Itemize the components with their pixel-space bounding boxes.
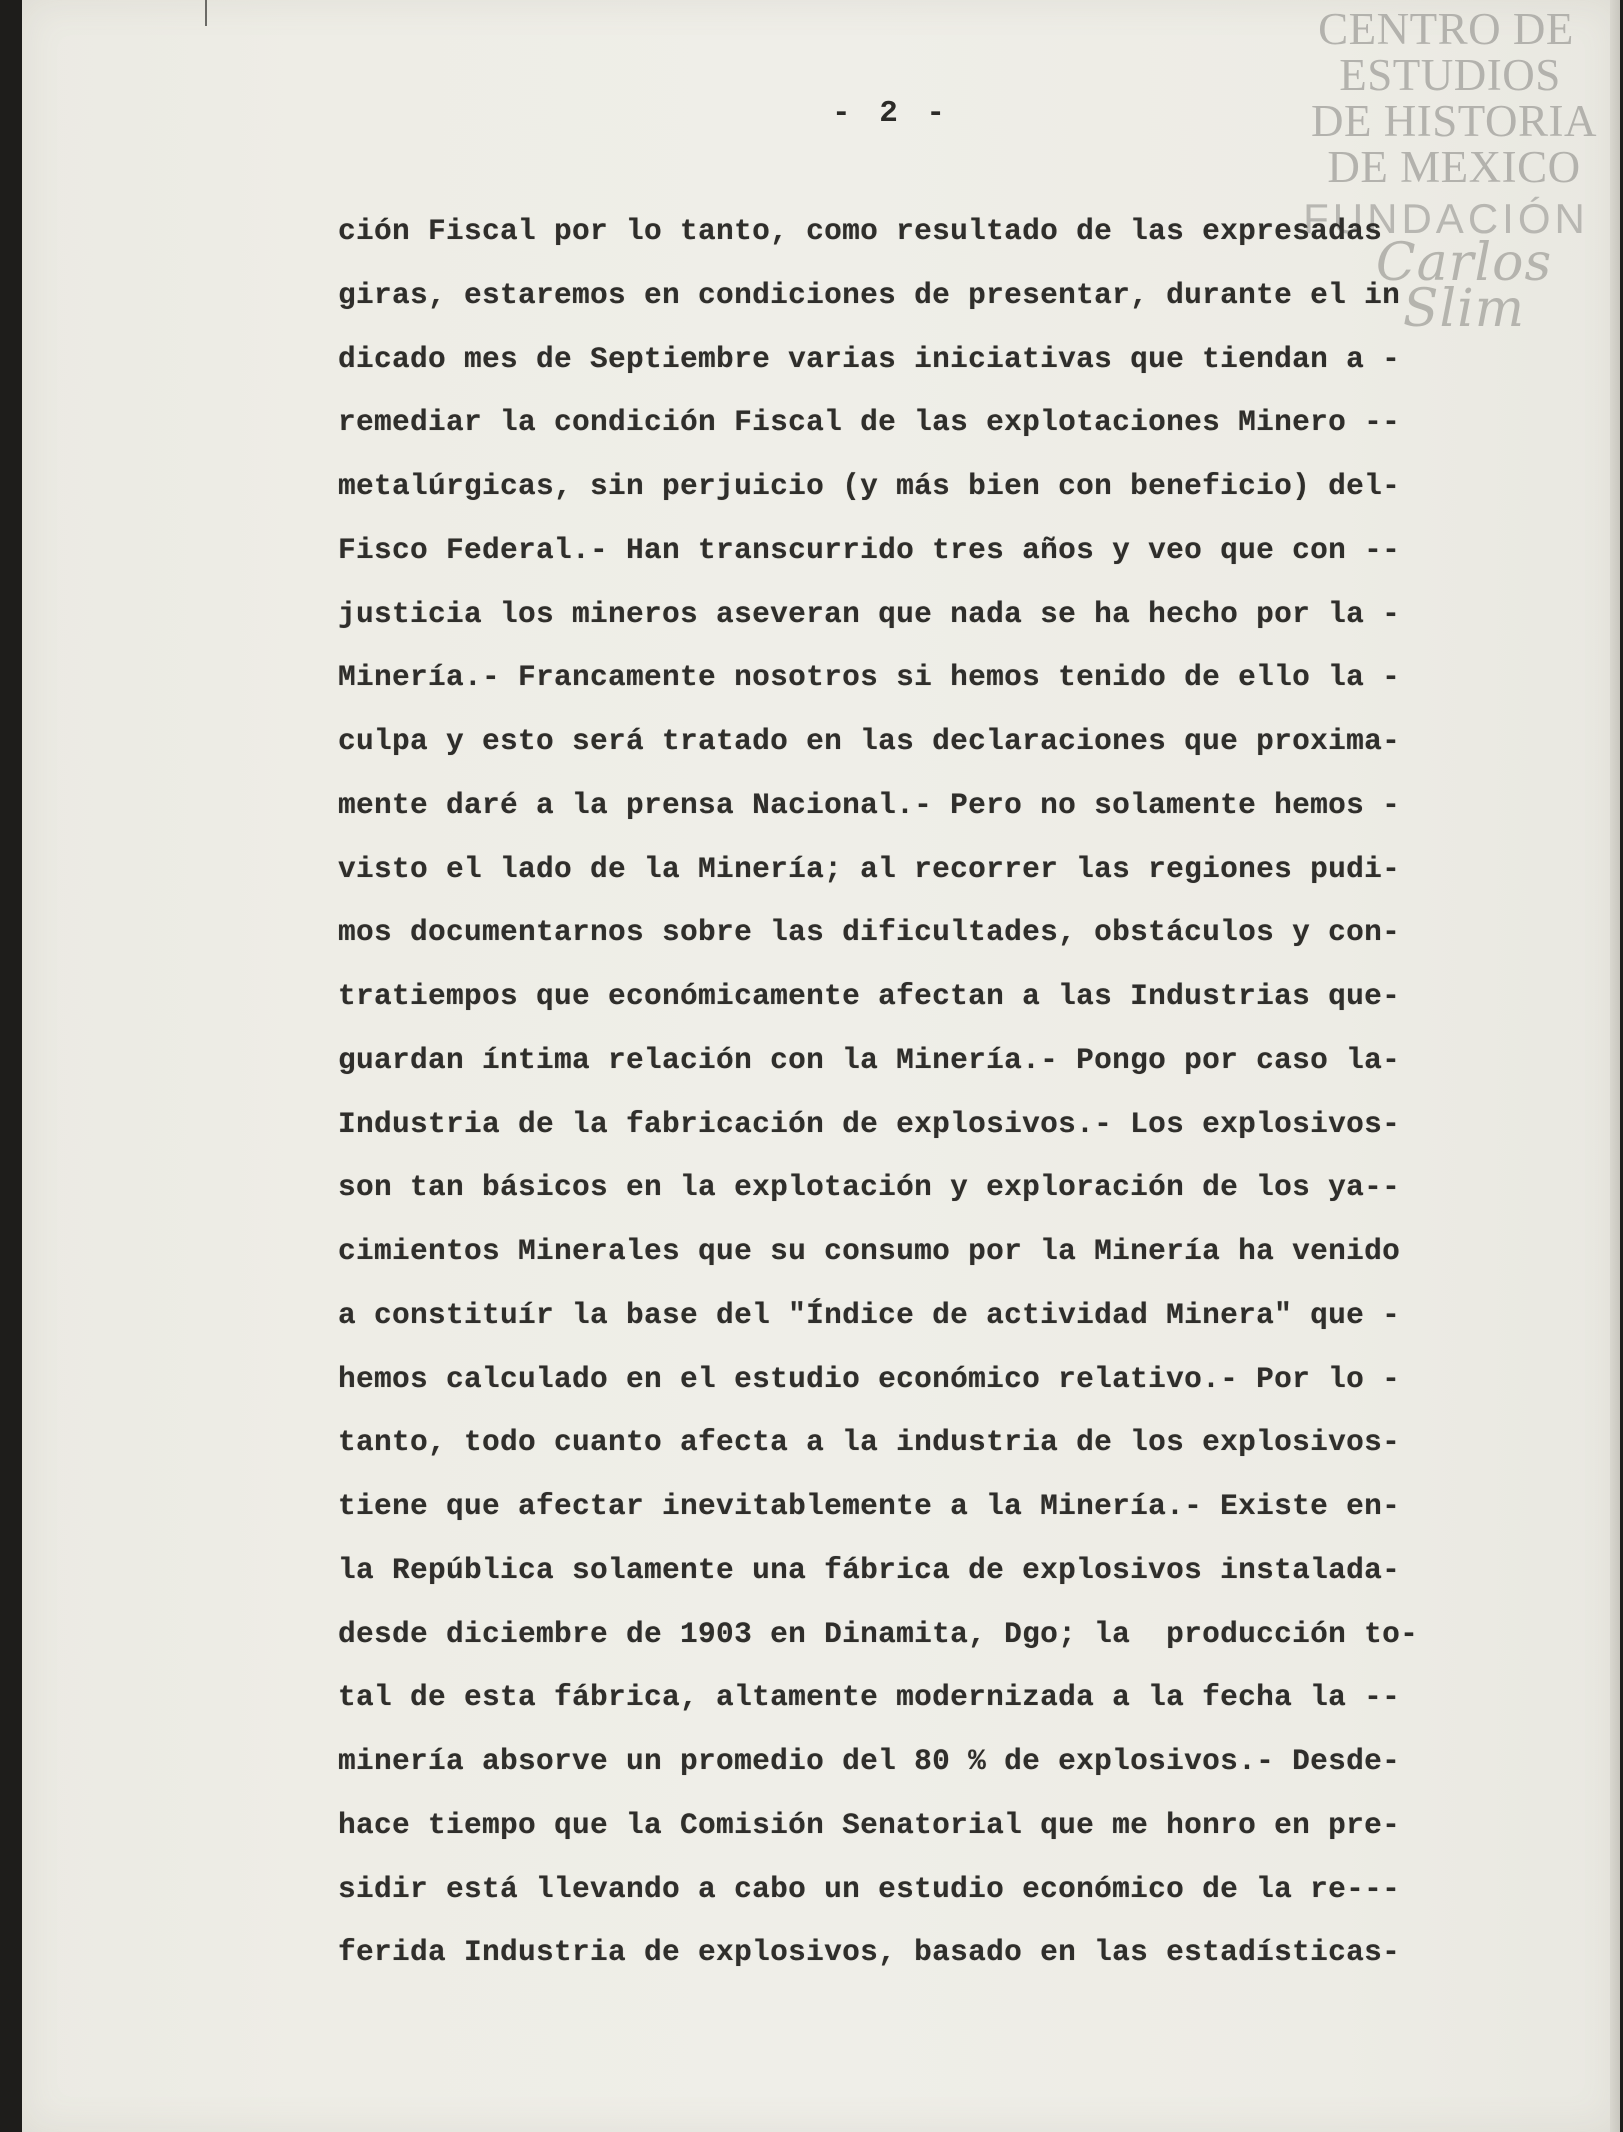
text-line: dicado mes de Septiembre varias iniciativas que tiendan a - xyxy=(338,341,1401,376)
watermark-line: CENTRO DE xyxy=(1318,4,1574,54)
text-line: tal de esta fábrica, altamente modernizada a la fecha la -- xyxy=(338,1680,1401,1715)
text-line: ción Fiscal por lo tanto, como resultado de las expresadas xyxy=(338,214,1383,248)
text-line: son tan básicos en la explotación y exploración de los ya-- xyxy=(338,1170,1401,1205)
text-line: tanto, todo cuanto afecta a la industria de los explosivos- xyxy=(338,1425,1401,1460)
text-line: minería absorve un promedio del 80 % de explosivos.- Desde- xyxy=(338,1744,1401,1778)
text-line: desde diciembre de 1903 en Dinamita, Dgo; la producción to- xyxy=(338,1616,1419,1651)
text-line: justicia los mineros aseveran que nada se ha hecho por la - xyxy=(338,596,1401,631)
text-line: la República solamente una fábrica de explosivos instalada- xyxy=(338,1552,1401,1587)
text-line: remediar la condición Fiscal de las explotaciones Minero -- xyxy=(338,405,1401,440)
page-edge xyxy=(1610,0,1620,2132)
text-line: Fisco Federal.- Han transcurrido tres años y veo que con -- xyxy=(338,532,1401,567)
typewritten-body xyxy=(338,200,1478,1985)
text-line: hemos calculado en el estudio económico relativo.- Por lo - xyxy=(338,1361,1401,1396)
text-line: metalúrgicas, sin perjuicio (y más bien con beneficio) del- xyxy=(338,469,1401,503)
text-line: Industria de la fabricación de explosivos.- Los explosivos- xyxy=(338,1106,1401,1141)
text-line: guardan íntima relación con la Minería.- Pongo por caso la- xyxy=(338,1042,1401,1077)
scan-corner-mark xyxy=(205,0,207,26)
watermark-line: DE HISTORIA xyxy=(1311,96,1597,146)
text-line: mos documentarnos sobre las dificultades, obstáculos y con- xyxy=(338,915,1401,950)
text-line: hace tiempo que la Comisión Senatorial que me honro en pre- xyxy=(338,1807,1401,1842)
text-line: culpa y esto será tratado en las declaraciones que proxima- xyxy=(338,724,1401,758)
text-line: a constituír la base del "Índice de actividad Minera" que - xyxy=(338,1297,1401,1332)
watermark-fundacion: FUNDACIÓN xyxy=(1303,195,1589,242)
text-line: visto el lado de la Minería; al recorrer las regiones pudi- xyxy=(338,851,1401,886)
watermark-line: ESTUDIOS xyxy=(1339,50,1561,100)
text-line: tratiempos que económicamente afectan a las Industrias que- xyxy=(338,979,1401,1013)
text-line: Minería.- Francamente nosotros si hemos tenido de ello la - xyxy=(338,660,1401,695)
text-line: giras, estaremos en condiciones de presentar, durante el in xyxy=(338,277,1401,312)
watermark-line: DE MEXICO xyxy=(1327,142,1581,192)
watermark-signature: Carlos Slim xyxy=(1375,233,1553,339)
text-line: tiene que afectar inevitablemente a la Minería.- Existe en- xyxy=(338,1489,1401,1523)
text-line: ferida Industria de explosivos, basado en las estadísticas- xyxy=(338,1935,1401,1970)
text-line: cimientos Minerales que su consumo por la Minería ha venido xyxy=(338,1234,1401,1268)
text-line: sidir está llevando a cabo un estudio económico de la re--- xyxy=(338,1871,1401,1906)
text-line: mente daré a la prensa Nacional.- Pero no solamente hemos - xyxy=(338,787,1401,822)
page-number: - 2 - xyxy=(832,96,951,131)
